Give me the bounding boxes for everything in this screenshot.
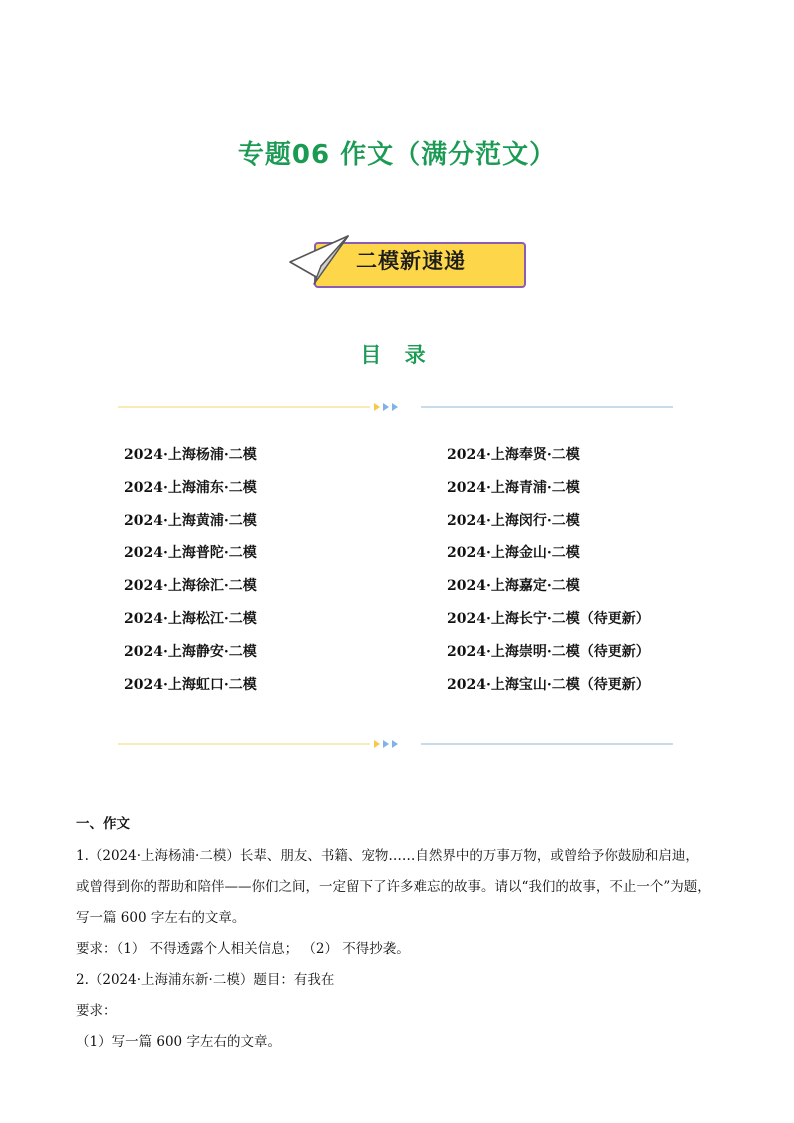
toc-right-column — [447, 444, 650, 706]
question-2-line: 2.（2024·上海浦东新·二模）题目：有我在 — [76, 972, 335, 988]
toc-item[interactable]: 2024·上海金山·二模 — [447, 545, 580, 562]
toc-item[interactable]: 2024·上海普陀·二模 — [124, 545, 257, 562]
essay-section — [76, 812, 726, 1058]
toc-item[interactable]: 2024·上海闵行·二模 — [447, 512, 580, 529]
divider-bottom — [118, 738, 673, 750]
toc-item[interactable]: 2024·上海徐汇·二模 — [124, 578, 257, 595]
paper-plane-icon — [288, 232, 358, 292]
question-1-line: 或曾得到你的帮助和陪伴——你们之间，一定留下了许多难忘的故事。请以“我们的故事，不止一个”为题， — [76, 879, 711, 895]
toc-item[interactable]: 2024·上海黄浦·二模 — [124, 512, 257, 529]
toc-item[interactable]: 2024·上海青浦·二模 — [447, 479, 580, 496]
toc-item[interactable]: 2024·上海宝山·二模（待更新） — [447, 676, 650, 693]
section-badge — [288, 232, 533, 296]
toc-heading: 目 录 — [360, 343, 434, 367]
question-2-requirements: 要求： — [76, 1003, 117, 1019]
toc-item[interactable]: 2024·上海虹口·二模 — [124, 676, 257, 693]
page-title: 专题06 作文（满分范文） — [237, 140, 557, 170]
toc-item[interactable]: 2024·上海静安·二模 — [124, 643, 257, 660]
toc-item[interactable]: 2024·上海长宁·二模（待更新） — [447, 610, 650, 627]
toc-item[interactable]: 2024·上海松江·二模 — [124, 610, 257, 627]
toc-item[interactable]: 2024·上海嘉定·二模 — [447, 578, 580, 595]
question-2-requirement-item: （1）写一篇 600 字左右的文章。 — [76, 1034, 281, 1050]
question-1-requirements: 要求：（1） 不得透露个人相关信息； （2） 不得抄袭。 — [76, 941, 410, 957]
divider-top — [118, 401, 673, 413]
toc-item[interactable]: 2024·上海浦东·二模 — [124, 479, 257, 496]
toc-item[interactable]: 2024·上海杨浦·二模 — [124, 447, 257, 463]
toc-item[interactable]: 2024·上海崇明·二模（待更新） — [447, 643, 650, 660]
toc-left-column — [124, 444, 257, 706]
question-1-line: 写一篇 600 字左右的文章。 — [76, 910, 246, 926]
question-1-line: 1.（2024·上海杨浦·二模）长辈、朋友、书籍、宠物……自然界中的万事万物，或曾给予你鼓励和启迪， — [76, 848, 699, 864]
section-heading: 一、作文 — [76, 816, 130, 832]
toc-item[interactable]: 2024·上海奉贤·二模 — [447, 447, 580, 463]
badge-label: 二模新速递 — [356, 249, 466, 273]
